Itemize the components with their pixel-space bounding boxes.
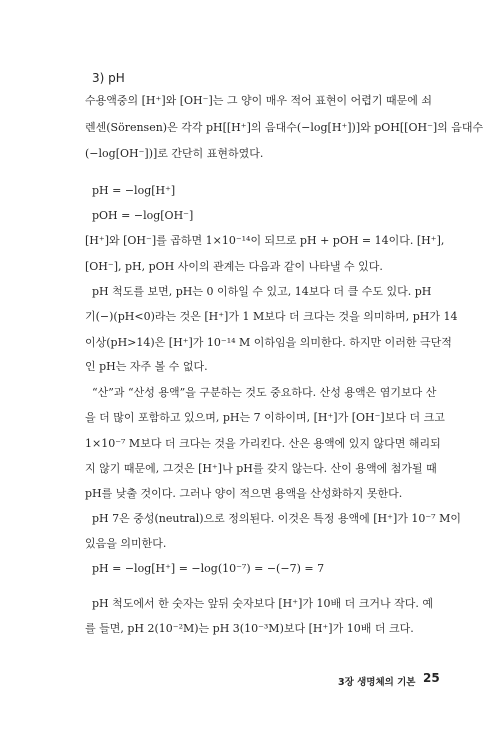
body-line: “산”과 “산성 용액”을 구분하는 것도 중요하다. 산성 용액은 염기보다 산 [92, 386, 437, 399]
formula-neutral: pH = −log[H⁺] = −log(10⁻⁷) = −(−7) = 7 [92, 562, 325, 575]
body-line: 를 들면, pH 2(10⁻²M)는 pH 3(10⁻³M)보다 [H⁺]가 10배 더 크다. [85, 622, 414, 635]
body-line: pH 척도를 보면, pH는 0 이하일 수 있고, 14보다 더 클 수도 있다. pH [92, 285, 432, 298]
body-line: 렌센(Sörensen)은 각각 pH[[H⁺]의 음대수(−log[H⁺])]와 pOH[[OH⁻]의 음대수 [85, 121, 484, 134]
body-line: (−log[OH⁻])]로 간단히 표현하였다. [85, 147, 264, 160]
body-line: 인 pH는 자주 볼 수 없다. [85, 360, 208, 373]
page-number: 25 [423, 671, 440, 685]
formula-poh: pOH = −log[OH⁻] [92, 209, 194, 222]
body-line: 수용액중의 [H⁺]와 [OH⁻]는 그 양이 매우 적어 표현이 어렵기 때문에 쇠 [85, 94, 432, 107]
section-title: 3) pH [92, 71, 125, 85]
body-line: pH 척도에서 한 숫자는 앞뒤 숫자보다 [H⁺]가 10배 더 크거나 작다. 예 [92, 597, 433, 610]
body-line: pH를 낮출 것이다. 그러나 양이 적으면 용액을 산성화하지 못한다. [85, 487, 403, 500]
body-line: 이상(pH>14)은 [H⁺]가 10⁻¹⁴ M 이하임을 의미한다. 하지만 이러한 극단적 [85, 336, 452, 349]
body-line: [OH⁻], pH, pOH 사이의 관계는 다음과 같이 나타낼 수 있다. [85, 260, 383, 273]
body-line: [H⁺]와 [OH⁻]를 곱하면 1×10⁻¹⁴이 되므로 pH + pOH = 14이다. [H⁺], [85, 234, 445, 247]
formula-ph: pH = −log[H⁺] [92, 184, 176, 197]
running-footer-chapter: 3장 생명체의 기본 [338, 677, 416, 688]
body-line: 있음을 의미한다. [85, 537, 167, 550]
body-line: 1×10⁻⁷ M보다 더 크다는 것을 가리킨다. 산은 용액에 있지 않다면 해리되 [85, 437, 441, 450]
body-line: pH 7은 중성(neutral)으로 정의된다. 이것은 특정 용액에 [H⁺]가 10⁻⁷ M이 [92, 512, 461, 525]
body-line: 을 더 많이 포함하고 있으며, pH는 7 이하이며, [H⁺]가 [OH⁻]보다 더 크고 [85, 411, 445, 424]
body-line: 지 않기 때문에, 그것은 [H⁺]나 pH를 갖지 않는다. 산이 용액에 첨가될 때 [85, 462, 437, 475]
body-line: 기(−)(pH<0)라는 것은 [H⁺]가 1 M보다 더 크다는 것을 의미하며, pH가 14 [85, 310, 458, 323]
